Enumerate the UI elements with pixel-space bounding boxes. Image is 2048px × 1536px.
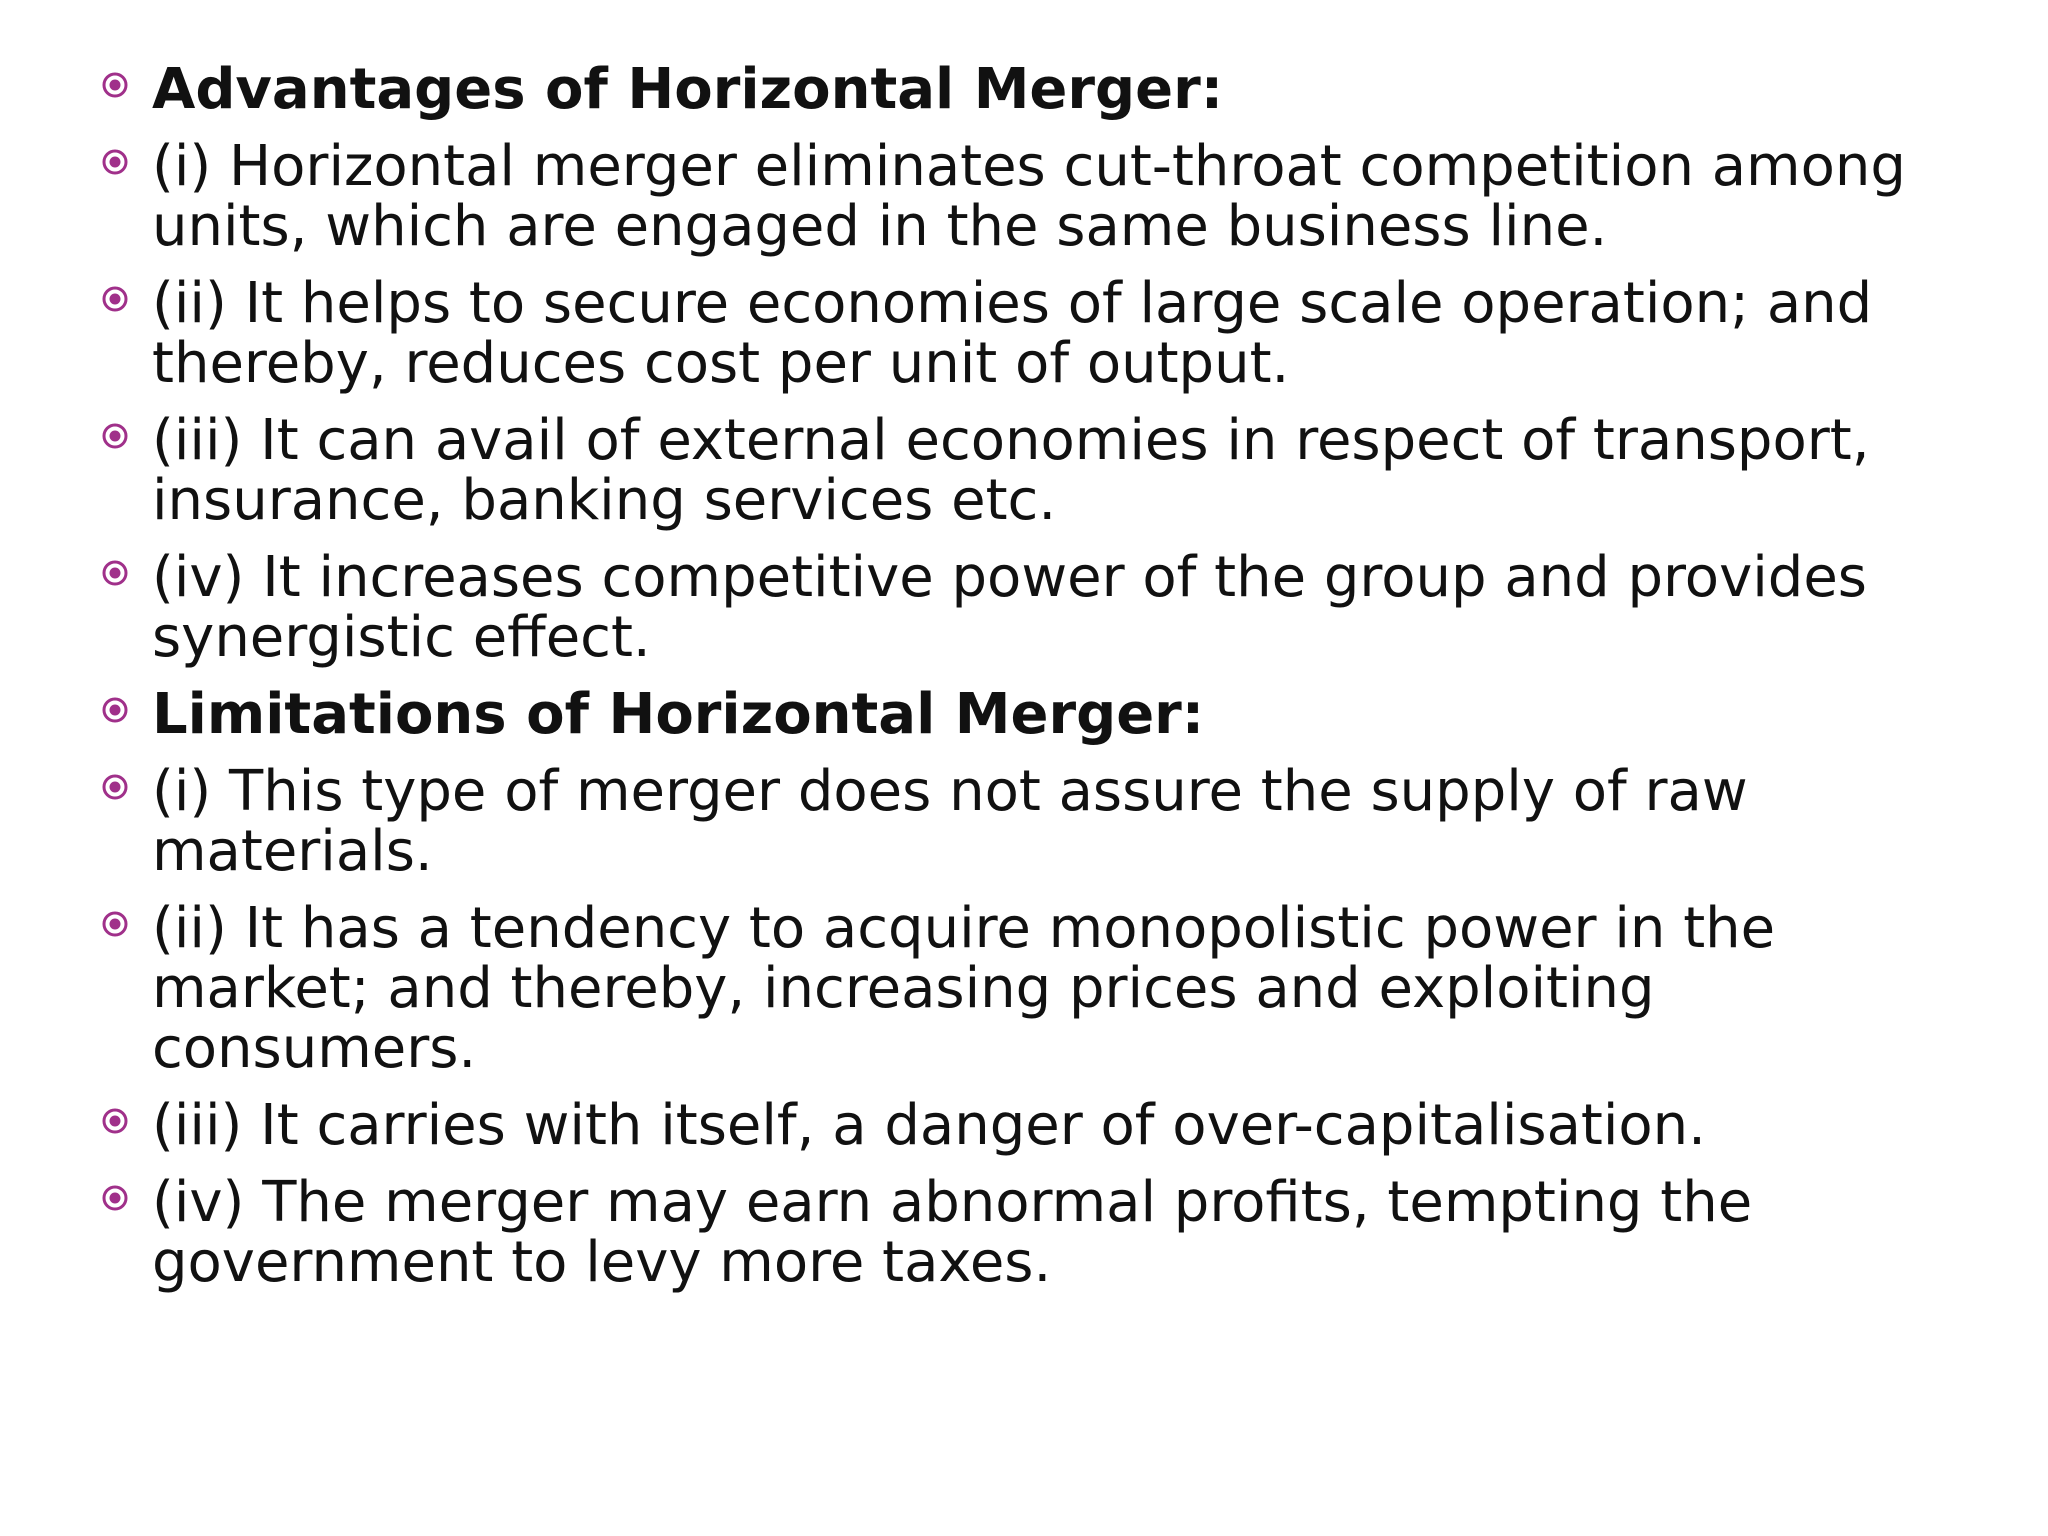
list-item-text: (iii) It carries with itself, a danger of over-capitalisation. xyxy=(152,1093,1706,1158)
bullet-list xyxy=(96,57,1996,1310)
circle-bullet-icon xyxy=(101,559,129,587)
circle-bullet-icon xyxy=(101,773,129,801)
list-item-text: (iii) It can avail of external economies in respect of transport, insurance, banking services etc. xyxy=(152,408,1870,533)
list-item xyxy=(96,1093,1996,1158)
list-item-text: (ii) It helps to secure economies of large scale operation; and thereby, reduces cost per unit of output. xyxy=(152,271,1873,396)
circle-bullet-icon xyxy=(101,148,129,176)
circle-bullet-icon xyxy=(101,422,129,450)
circle-bullet-icon xyxy=(101,71,129,99)
list-item-text: (i) This type of merger does not assure the supply of raw materials. xyxy=(152,759,1748,884)
circle-bullet-icon xyxy=(101,285,129,313)
circle-bullet-icon xyxy=(101,1184,129,1212)
list-item xyxy=(96,408,1996,533)
circle-bullet-icon xyxy=(101,696,129,724)
list-item-text: (iv) It increases competitive power of the group and provides synergistic effect. xyxy=(152,545,1867,670)
list-item-text: (i) Horizontal merger eliminates cut-throat competition among units, which are engaged in the same business line. xyxy=(152,134,1906,259)
section-heading: Limitations of Horizontal Merger: xyxy=(152,682,1205,747)
list-item xyxy=(96,896,1996,1081)
list-item xyxy=(96,271,1996,396)
list-item xyxy=(96,682,1996,747)
list-item xyxy=(96,134,1996,259)
section-heading: Advantages of Horizontal Merger: xyxy=(152,57,1224,122)
list-item xyxy=(96,759,1996,884)
list-item xyxy=(96,1170,1996,1295)
circle-bullet-icon xyxy=(101,1107,129,1135)
list-item-text: (iv) The merger may earn abnormal profits, tempting the government to levy more taxes. xyxy=(152,1170,1753,1295)
list-item-text: (ii) It has a tendency to acquire monopolistic power in the market; and thereby, increasing prices and exploiting consumers. xyxy=(152,896,1776,1081)
list-item xyxy=(96,545,1996,670)
list-item xyxy=(96,57,1996,122)
circle-bullet-icon xyxy=(101,910,129,938)
